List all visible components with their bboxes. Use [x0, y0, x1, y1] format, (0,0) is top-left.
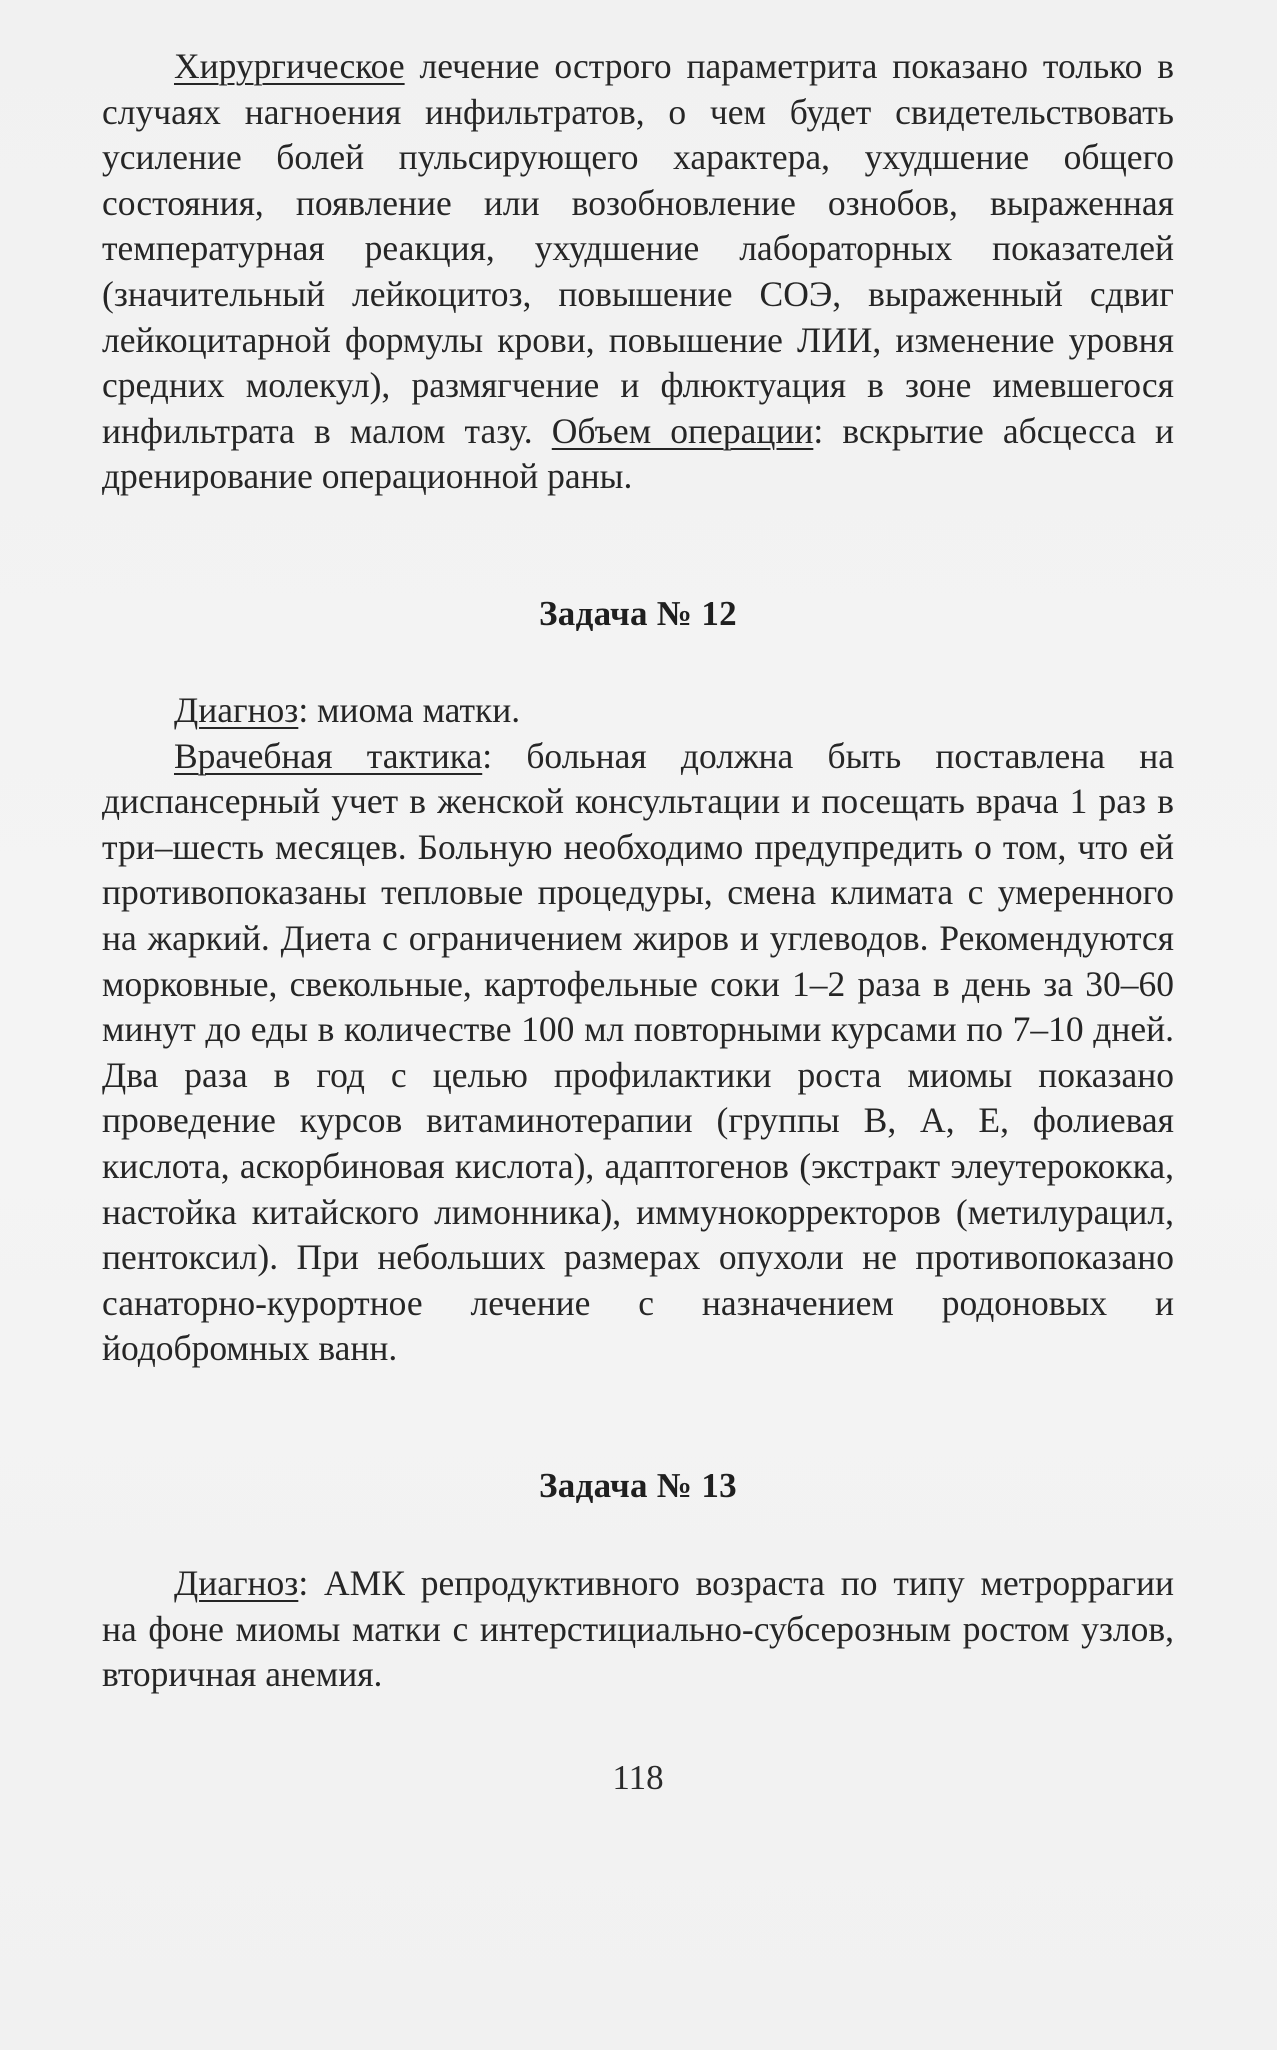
surgical-treatment-paragraph [102, 44, 1174, 500]
diagnosis-text: : АМК репродуктивного возраста по типу метроррагии на фоне миомы матки с интерстициально-субсерозным ростом узлов, вторичная анемия. [102, 1563, 1174, 1695]
diagnosis-label: Диагноз [174, 690, 299, 730]
task-12-body [102, 688, 1174, 1372]
diagnosis-text: : миома матки. [298, 690, 521, 730]
task-13-body [102, 1561, 1174, 1698]
task-13-diagnosis [102, 1561, 1174, 1698]
task-12-tactics [102, 734, 1174, 1372]
surgical-term: Хирургическое [174, 46, 405, 86]
task-13-heading: Задача № 13 [539, 1466, 737, 1505]
diagnosis-label: Диагноз [174, 1563, 299, 1603]
operation-scope-term: Объем операции [551, 410, 814, 451]
tactics-label: Врачебная тактика [174, 735, 483, 776]
tactics-text: : больная должна быть поставлена на диспансерный учет в женской консультации и посещать врача 1 раз в три–шесть месяцев. Больную необходимо предупредить о том, что ей противопоказаны тепловые процедуры, смена климата с умеренного на жаркий. Диета с ограничением жиров и углеводов. Рекомендуются морковные, свекольные, картофельные соки 1–2 раза в день за 30–60 минут до еды в количестве 100 мл повторными курсами по 7–10 дней. Два раза в год с целью профилактики роста миомы показано проведение курсов витаминотерапии (группы В, А, Е, фолиевая кислота, аскорбиновая кислота), адаптогенов (экстракт элеутерококка, настойка китайского лимонника), иммунокорректоров (метилурацил, пентоксил). При небольших размерах опухоли не противопоказано санаторно-курортное лечение с назначением родоновых и йодобромных ванн. [102, 735, 1174, 1369]
task-12-diagnosis [102, 688, 1174, 734]
operation-scope-text: : вскрытие абсцесса и дренирование операционной раны. [102, 410, 1174, 497]
task-12-heading: Задача № 12 [539, 594, 737, 633]
surgical-text: лечение острого параметрита показано только в случаях нагноения инфильтратов, о чем будет свидетельствовать усиление болей пульсирующего характера, ухудшение общего состояния, появление или возобновление ознобов, выраженная температурная реакция, ухудшение лабораторных показателей (значительный лейкоцитоз, повышение СОЭ, выраженный сдвиг лейкоцитарной формулы крови, повышение ЛИИ, изменение уровня средних молекул), размягчение и флюктуация в зоне имевшегося инфильтрата в малом тазу. [102, 46, 1174, 451]
page-number: 118 [612, 1758, 664, 1797]
